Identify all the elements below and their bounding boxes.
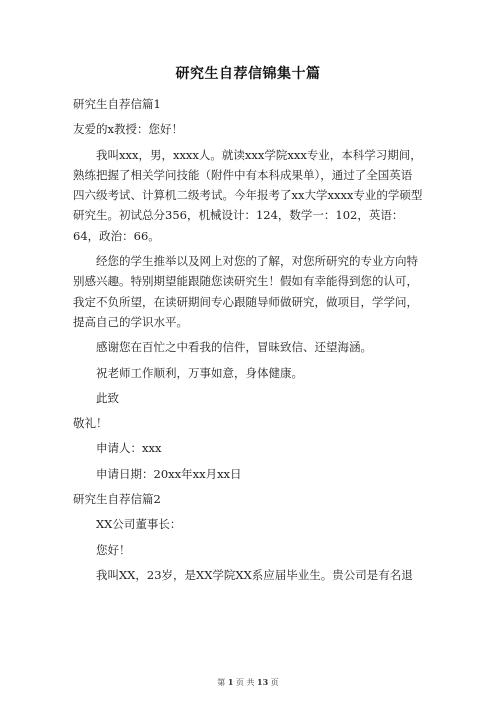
paragraph-intro: 我叫xxx，男，xxxx人。就读xxx学院xxx专业，本科学习期间，熟练把握了相关学问技能（附件中有本科成果单），通过了全国英语四六级考试、计算机二级考试。今年报考了xx大学xxxx专业的学硕型研究生。初试总分356，机械设计：124，数学一：102，英语：64，政治：66。 xyxy=(73,147,423,243)
total-page-count: 13 xyxy=(257,677,269,687)
current-page-number: 1 xyxy=(227,677,234,687)
section-heading-1: 研究生自荐信篇1 xyxy=(73,97,161,111)
application-date: 申请日期：20xx年xx月xx日 xyxy=(96,466,242,481)
paragraph-thanks: 感谢您在百忙之中看我的信件，冒昧致信、还望海涵。 xyxy=(96,340,372,355)
salutation-1: 友爱的x教授：您好！ xyxy=(73,122,183,137)
section-heading-2: 研究生自荐信篇2 xyxy=(73,492,161,507)
paragraph-interest: 经您的学生推举以及网上对您的了解，对您所研究的专业方向特别感兴趣。特别期望能跟随您读研究生！假如有幸能得到您的认可，我定不负所望，在读研期间专心跟随导师做研究，做项目，学学问，提高自己的学识水平。 xyxy=(73,254,418,329)
footer-prefix: 第 xyxy=(217,678,226,687)
document-title: 研究生自荐信锦集十篇 xyxy=(175,66,321,82)
closing-cizhi: 此致 xyxy=(96,390,119,405)
page-footer xyxy=(0,677,496,688)
closing-jingli: 敬礼！ xyxy=(73,416,108,431)
applicant-name: 申请人：xxx xyxy=(96,441,162,456)
document-body xyxy=(73,94,423,590)
salutation-2: XX公司董事长： xyxy=(96,517,182,532)
footer-suffix: 页 xyxy=(270,678,279,687)
paragraph-intro-2: 我叫XX，23岁，是XX学院XX系应届毕业生。贵公司是有名退 xyxy=(96,567,413,582)
footer-middle: 页 共 xyxy=(235,678,255,687)
paragraph-wishes: 祝老师工作顺利，万事如意，身体健康。 xyxy=(96,365,303,380)
greeting-2: 您好！ xyxy=(96,542,131,557)
